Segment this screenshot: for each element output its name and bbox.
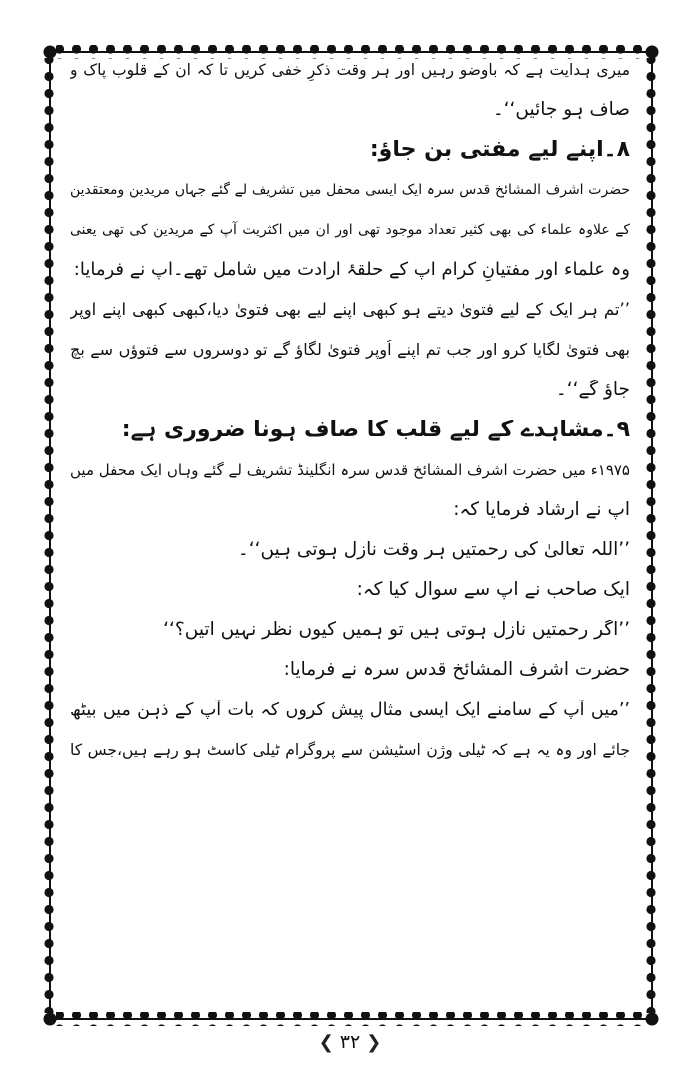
- body-line-9: جاؤ گے‘‘۔: [555, 380, 630, 400]
- body-line-18: جائے اور وہ یہ ہے کہ ٹیلی وژن اسٹیشن سے پروگرام ٹیلی کاسٹ ہو رہے ہیں،جس کا: [70, 741, 630, 759]
- body-line-7: ’’تم ہر ایک کے لیے فتویٰ دیتے ہو کبھی اپنے لیے بھی فتویٰ دیا،کبھی کبھی اپنے اوپر: [70, 300, 630, 319]
- page-body: [70, 60, 630, 780]
- quote-line-13: ’’اللہ تعالیٰ کی رحمتیں ہر وقت نازل ہوتی ہیں‘‘۔: [237, 540, 630, 560]
- body-line-11: ۱۹۷۵ء میں حضرت اشرف المشائخ قدس سرہ انگلینڈ تشریف لے گئے وہاں ایک محفل میں: [70, 461, 630, 479]
- body-line-4: حضرت اشرف المشائخ قدس سرہ ایک ایسی محفل میں تشریف لے گئے جہاں مریدین ومعتقدین: [70, 182, 630, 198]
- section-heading-9: ۹۔مشاہدے کے لیے قلب کا صاف ہونا ضروری ہے:: [121, 420, 630, 442]
- page-number: [0, 1029, 700, 1056]
- body-line-6: وہ علماء اور مفتیانِ کرام آپ کے حلقۂ ارادت میں شامل تھے۔آپ نے فرمایا:: [73, 260, 630, 280]
- body-line-1: میری ہدایت ہے کہ باوضو رہیں اور ہر وقت ذکرِ خفی کریں تا کہ ان کے قلوب پاک و: [70, 61, 630, 79]
- quote-line-15: ’’اگر رحمتیں نازل ہوتی ہیں تو ہمیں کیوں نظر نہیں آتیں؟‘‘: [163, 620, 630, 640]
- section-heading-8: ۸۔اپنے لیے مفتی بن جاؤ:: [369, 140, 630, 162]
- body-line-5: کے علاوہ علماء کی بھی کثیر تعداد موجود تھی اور ان میں اکثریت آپ کے مریدین کی تھی یعنی: [70, 222, 630, 238]
- ornament-bracket-icon: ❮: [366, 1032, 382, 1053]
- body-line-12: آپ نے ارشاد فرمایا کہ:: [453, 500, 630, 520]
- page-number-value: ۳۲: [339, 1031, 361, 1053]
- body-line-2: صاف ہو جائیں‘‘۔: [492, 100, 630, 120]
- body-line-17: ’’میں آپ کے سامنے ایک ایسی مثال پیش کروں کہ بات آپ کے ذہن میں بیٹھ: [70, 700, 630, 720]
- body-line-16: حضرت اشرف المشائخ قدس سرہ نے فرمایا:: [283, 660, 630, 680]
- body-line-14: ایک صاحب نے آپ سے سوال کیا کہ:: [356, 580, 630, 600]
- ornament-bracket-icon: ❯: [318, 1032, 334, 1053]
- body-line-8: بھی فتویٰ لگایا کرو اور جب تم اپنے اُوپر فتویٰ لگاؤ گے تو دوسروں سے فتوؤں سے بچ: [70, 340, 630, 359]
